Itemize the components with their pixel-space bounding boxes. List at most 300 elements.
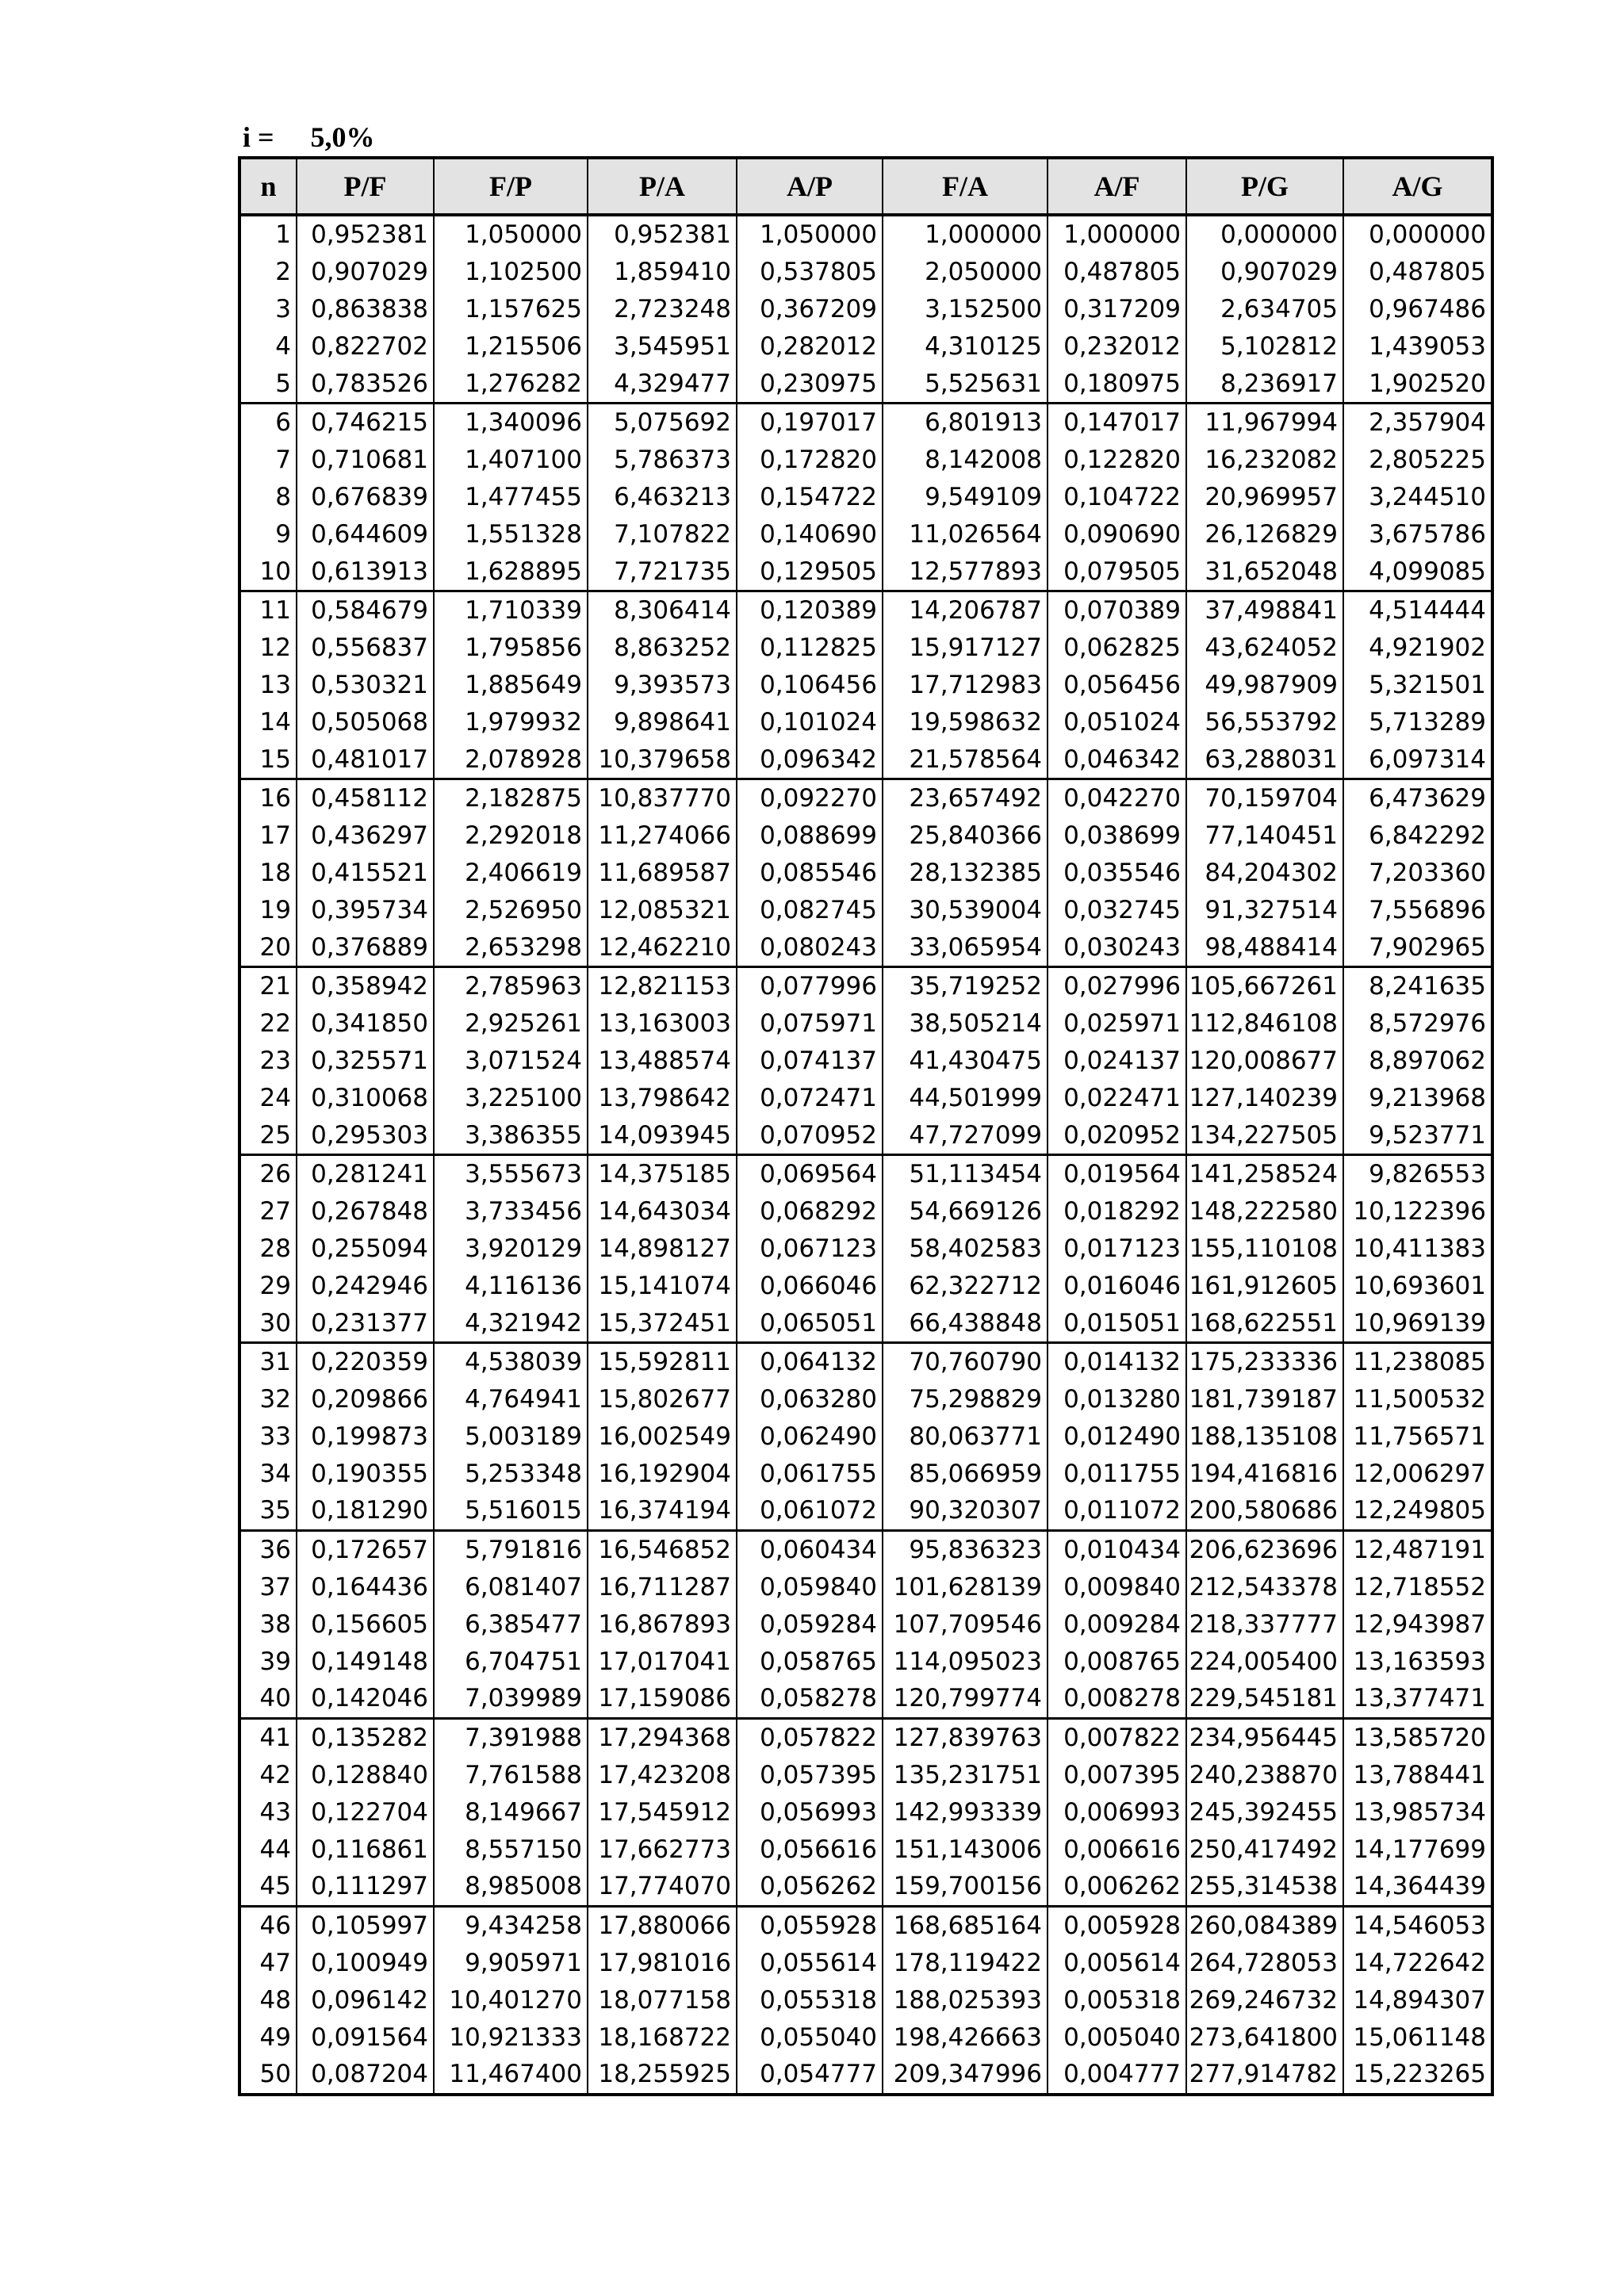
factor-cell: 2,050000 [883,254,1048,291]
factor-cell: 0,025971 [1048,1005,1186,1043]
factor-cell: 0,863838 [297,291,434,328]
factor-cell: 0,054777 [737,2056,883,2095]
table-row [239,1116,1492,1154]
table-row [239,1304,1492,1342]
factor-cell: 11,026564 [883,515,1048,553]
period-cell: 32 [239,1381,297,1418]
factor-cell: 37,498841 [1186,591,1343,629]
factor-cell: 0,317209 [1048,291,1186,328]
factor-cell: 2,526950 [434,891,588,928]
factor-cell: 12,006297 [1343,1455,1492,1492]
factor-cell: 161,912605 [1186,1267,1343,1304]
period-cell: 34 [239,1455,297,1492]
factor-cell: 0,059284 [737,1605,883,1643]
factor-cell: 12,462210 [588,928,737,966]
factor-cell: 0,100949 [297,1945,434,1982]
factor-cell: 14,364439 [1343,1868,1492,1906]
factor-cell: 28,132385 [883,855,1048,892]
factor-cell: 98,488414 [1186,928,1343,966]
factor-cell: 4,116136 [434,1267,588,1304]
factor-cell: 4,321942 [434,1304,588,1342]
factor-cell: 14,206787 [883,591,1048,629]
factor-cell: 6,842292 [1343,817,1492,855]
factor-cell: 0,009284 [1048,1605,1186,1643]
factor-cell: 5,075692 [588,403,737,441]
factor-cell: 7,039989 [434,1680,588,1718]
factor-cell: 0,018292 [1048,1193,1186,1230]
factor-cell: 70,159704 [1186,779,1343,817]
factor-cell: 0,055614 [737,1945,883,1982]
factor-cell: 0,012490 [1048,1418,1186,1456]
factor-cell: 11,756571 [1343,1418,1492,1456]
factor-cell: 4,310125 [883,327,1048,365]
table-row [239,928,1492,966]
factor-cell: 12,487191 [1343,1530,1492,1568]
period-cell: 10 [239,553,297,591]
factor-cell: 85,066959 [883,1455,1048,1492]
factor-cell: 18,168722 [588,2019,737,2056]
factor-cell: 9,898641 [588,703,737,740]
factor-cell: 234,956445 [1186,1718,1343,1756]
factor-cell: 0,038699 [1048,817,1186,855]
factor-cell: 0,172657 [297,1530,434,1568]
factor-cell: 0,079505 [1048,553,1186,591]
column-header-a-f: A/F [1048,158,1186,215]
factor-cell: 155,110108 [1186,1230,1343,1268]
factor-cell: 1,439053 [1343,327,1492,365]
factor-cell: 2,723248 [588,291,737,328]
factor-cell: 0,046342 [1048,740,1186,779]
interest-factor-table [238,156,1494,2096]
factor-cell: 141,258524 [1186,1154,1343,1192]
factor-cell: 0,056262 [737,1868,883,1906]
factor-cell: 6,385477 [434,1605,588,1643]
factor-cell: 47,727099 [883,1116,1048,1154]
factor-cell: 0,676839 [297,479,434,516]
factor-cell: 18,077158 [588,1981,737,2019]
factor-cell: 0,325571 [297,1043,434,1080]
factor-cell: 178,119422 [883,1945,1048,1982]
period-cell: 25 [239,1116,297,1154]
table-row [239,1680,1492,1718]
period-cell: 1 [239,215,297,254]
factor-cell: 13,798642 [588,1079,737,1116]
factor-cell: 200,580686 [1186,1492,1343,1530]
factor-cell: 6,097314 [1343,740,1492,779]
factor-cell: 0,005614 [1048,1945,1186,1982]
factor-cell: 21,578564 [883,740,1048,779]
factor-cell: 1,407100 [434,442,588,479]
factor-cell: 168,622551 [1186,1304,1343,1342]
factor-cell: 0,092270 [737,779,883,817]
factor-cell: 15,061148 [1343,2019,1492,2056]
factor-cell: 0,019564 [1048,1154,1186,1192]
period-cell: 23 [239,1043,297,1080]
column-header-p-g: P/G [1186,158,1343,215]
factor-cell: 198,426663 [883,2019,1048,2056]
factor-cell: 1,276282 [434,365,588,403]
factor-cell: 0,487805 [1048,254,1186,291]
factor-cell: 62,322712 [883,1267,1048,1304]
table-row [239,1193,1492,1230]
factor-cell: 8,557150 [434,1831,588,1868]
period-cell: 36 [239,1530,297,1568]
factor-cell: 255,314538 [1186,1868,1343,1906]
factor-cell: 8,241635 [1343,966,1492,1004]
period-cell: 43 [239,1793,297,1831]
column-header-f-p: F/P [434,158,588,215]
factor-cell: 43,624052 [1186,629,1343,667]
factor-cell: 0,032745 [1048,891,1186,928]
table-row [239,1757,1492,1794]
factor-cell: 12,085321 [588,891,737,928]
factor-cell: 17,017041 [588,1643,737,1680]
table-row [239,779,1492,817]
factor-cell: 15,223265 [1343,2056,1492,2095]
factor-cell: 51,113454 [883,1154,1048,1192]
factor-cell: 0,111297 [297,1868,434,1906]
factor-cell: 0,129505 [737,553,883,591]
factor-cell: 0,783526 [297,365,434,403]
factor-cell: 5,786373 [588,442,737,479]
factor-cell: 9,826553 [1343,1154,1492,1192]
table-row [239,1945,1492,1982]
factor-cell: 7,556896 [1343,891,1492,928]
factor-cell: 14,898127 [588,1230,737,1268]
factor-cell: 10,693601 [1343,1267,1492,1304]
factor-cell: 17,981016 [588,1945,737,1982]
factor-cell: 17,294368 [588,1718,737,1756]
factor-cell: 0,063280 [737,1381,883,1418]
factor-cell: 2,406619 [434,855,588,892]
factor-cell: 0,004777 [1048,2056,1186,2095]
period-cell: 17 [239,817,297,855]
factor-cell: 3,386355 [434,1116,588,1154]
factor-cell: 0,024137 [1048,1043,1186,1080]
factor-cell: 1,000000 [1048,215,1186,254]
factor-cell: 0,065051 [737,1304,883,1342]
factor-cell: 8,897062 [1343,1043,1492,1080]
table-body [239,215,1492,2095]
table-row [239,327,1492,365]
factor-cell: 0,156605 [297,1605,434,1643]
column-header-p-f: P/F [297,158,434,215]
period-cell: 39 [239,1643,297,1680]
factor-cell: 0,000000 [1343,215,1492,254]
factor-cell: 3,152500 [883,291,1048,328]
factor-cell: 2,078928 [434,740,588,779]
factor-cell: 0,035546 [1048,855,1186,892]
factor-cell: 0,341850 [297,1005,434,1043]
table-row [239,1418,1492,1456]
factor-cell: 250,417492 [1186,1831,1343,1868]
factor-cell: 13,377471 [1343,1680,1492,1718]
factor-cell: 1,859410 [588,254,737,291]
factor-cell: 14,722642 [1343,1945,1492,1982]
factor-cell: 1,215506 [434,327,588,365]
factor-cell: 0,710681 [297,442,434,479]
factor-cell: 5,253348 [434,1455,588,1492]
factor-cell: 13,788441 [1343,1757,1492,1794]
factor-cell: 0,017123 [1048,1230,1186,1268]
factor-cell: 5,713289 [1343,703,1492,740]
period-cell: 40 [239,1680,297,1718]
factor-cell: 4,538039 [434,1342,588,1380]
factor-cell: 5,525631 [883,365,1048,403]
factor-cell: 0,395734 [297,891,434,928]
factor-cell: 8,572976 [1343,1005,1492,1043]
factor-cell: 0,122704 [297,1793,434,1831]
period-cell: 33 [239,1418,297,1456]
factor-cell: 20,969957 [1186,479,1343,516]
factor-cell: 2,634705 [1186,291,1343,328]
factor-cell: 0,072471 [737,1079,883,1116]
factor-cell: 159,700156 [883,1868,1048,1906]
factor-cell: 0,007395 [1048,1757,1186,1794]
factor-cell: 44,501999 [883,1079,1048,1116]
table-row [239,365,1492,403]
factor-cell: 0,530321 [297,667,434,704]
factor-cell: 0,055040 [737,2019,883,2056]
factor-cell: 0,070389 [1048,591,1186,629]
factor-cell: 0,061755 [737,1455,883,1492]
factor-cell: 6,473629 [1343,779,1492,817]
factor-cell: 91,327514 [1186,891,1343,928]
table-row [239,1492,1492,1530]
factor-cell: 1,551328 [434,515,588,553]
factor-cell: 10,969139 [1343,1304,1492,1342]
factor-cell: 0,027996 [1048,966,1186,1004]
factor-cell: 120,799774 [883,1680,1048,1718]
factor-cell: 0,007822 [1048,1718,1186,1756]
period-cell: 41 [239,1718,297,1756]
factor-cell: 7,761588 [434,1757,588,1794]
factor-cell: 0,042270 [1048,779,1186,817]
factor-cell: 0,255094 [297,1230,434,1268]
factor-cell: 3,920129 [434,1230,588,1268]
table-row [239,817,1492,855]
period-cell: 19 [239,891,297,928]
factor-cell: 2,653298 [434,928,588,966]
factor-cell: 0,142046 [297,1680,434,1718]
table-row [239,1981,1492,2019]
factor-cell: 0,056993 [737,1793,883,1831]
factor-cell: 7,721735 [588,553,737,591]
period-cell: 4 [239,327,297,365]
factor-cell: 0,230975 [737,365,883,403]
factor-cell: 1,628895 [434,553,588,591]
table-row [239,591,1492,629]
factor-cell: 0,180975 [1048,365,1186,403]
factor-cell: 0,487805 [1343,254,1492,291]
factor-cell: 8,985008 [434,1868,588,1906]
factor-cell: 0,067123 [737,1230,883,1268]
factor-cell: 127,839763 [883,1718,1048,1756]
factor-cell: 12,821153 [588,966,737,1004]
factor-cell: 0,122820 [1048,442,1186,479]
factor-cell: 0,376889 [297,928,434,966]
factor-cell: 0,016046 [1048,1267,1186,1304]
factor-cell: 188,135108 [1186,1418,1343,1456]
factor-cell: 1,710339 [434,591,588,629]
factor-cell: 240,238870 [1186,1757,1343,1794]
factor-cell: 0,267848 [297,1193,434,1230]
factor-cell: 0,907029 [1186,254,1343,291]
period-cell: 37 [239,1569,297,1606]
period-cell: 9 [239,515,297,553]
factor-cell: 0,104722 [1048,479,1186,516]
table-row [239,1079,1492,1116]
factor-cell: 4,514444 [1343,591,1492,629]
period-cell: 26 [239,1154,297,1192]
period-cell: 13 [239,667,297,704]
factor-cell: 12,577893 [883,553,1048,591]
factor-cell: 70,760790 [883,1342,1048,1380]
factor-cell: 212,543378 [1186,1569,1343,1606]
factor-cell: 0,060434 [737,1530,883,1568]
factor-cell: 16,374194 [588,1492,737,1530]
factor-cell: 16,002549 [588,1418,737,1456]
period-cell: 8 [239,479,297,516]
factor-cell: 90,320307 [883,1492,1048,1530]
factor-cell: 77,140451 [1186,817,1343,855]
factor-cell: 15,372451 [588,1304,737,1342]
factor-cell: 0,085546 [737,855,883,892]
period-cell: 49 [239,2019,297,2056]
table-row [239,1868,1492,1906]
table-row [239,1230,1492,1268]
factor-cell: 151,143006 [883,1831,1048,1868]
factor-cell: 0,154722 [737,479,883,516]
factor-cell: 0,090690 [1048,515,1186,553]
table-row [239,703,1492,740]
factor-cell: 0,556837 [297,629,434,667]
factor-cell: 135,231751 [883,1757,1048,1794]
factor-cell: 17,880066 [588,1906,737,1944]
factor-cell: 13,163593 [1343,1643,1492,1680]
factor-cell: 0,000000 [1186,215,1343,254]
factor-cell: 0,613913 [297,553,434,591]
factor-cell: 0,295303 [297,1116,434,1154]
factor-cell: 4,329477 [588,365,737,403]
factor-cell: 5,102812 [1186,327,1343,365]
table-row [239,629,1492,667]
factor-cell: 0,006262 [1048,1868,1186,1906]
factor-cell: 101,628139 [883,1569,1048,1606]
period-cell: 2 [239,254,297,291]
factor-cell: 168,685164 [883,1906,1048,1944]
factor-cell: 63,288031 [1186,740,1343,779]
factor-cell: 10,921333 [434,2019,588,2056]
factor-cell: 33,065954 [883,928,1048,966]
factor-cell: 218,337777 [1186,1605,1343,1643]
factor-cell: 175,233336 [1186,1342,1343,1380]
factor-cell: 0,030243 [1048,928,1186,966]
factor-cell: 0,190355 [297,1455,434,1492]
table-row [239,1005,1492,1043]
factor-cell: 0,057395 [737,1757,883,1794]
factor-cell: 14,093945 [588,1116,737,1154]
period-cell: 48 [239,1981,297,2019]
factor-cell: 206,623696 [1186,1530,1343,1568]
factor-cell: 15,141074 [588,1267,737,1304]
factor-cell: 5,321501 [1343,667,1492,704]
factor-cell: 30,539004 [883,891,1048,928]
factor-cell: 14,177699 [1343,1831,1492,1868]
factor-cell: 8,149667 [434,1793,588,1831]
factor-cell: 0,080243 [737,928,883,966]
interest-rate-value: 5,0% [310,121,375,153]
factor-cell: 9,523771 [1343,1116,1492,1154]
column-header-p-a: P/A [588,158,737,215]
factor-cell: 0,011755 [1048,1455,1186,1492]
factor-cell: 25,840366 [883,817,1048,855]
factor-cell: 7,902965 [1343,928,1492,966]
table-row [239,215,1492,254]
factor-cell: 0,537805 [737,254,883,291]
table-row [239,740,1492,779]
table-row [239,1831,1492,1868]
table-row [239,403,1492,441]
factor-cell: 11,238085 [1343,1342,1492,1380]
factor-cell: 0,967486 [1343,291,1492,328]
table-row [239,2019,1492,2056]
factor-cell: 0,415521 [297,855,434,892]
factor-cell: 14,546053 [1343,1906,1492,1944]
factor-cell: 1,477455 [434,479,588,516]
factor-cell: 11,500532 [1343,1381,1492,1418]
factor-cell: 1,979932 [434,703,588,740]
factor-cell: 0,058765 [737,1643,883,1680]
factor-cell: 0,458112 [297,779,434,817]
factor-cell: 4,099085 [1343,553,1492,591]
factor-cell: 0,209866 [297,1381,434,1418]
factor-cell: 0,005040 [1048,2019,1186,2056]
factor-cell: 12,249805 [1343,1492,1492,1530]
factor-cell: 2,805225 [1343,442,1492,479]
factor-cell: 112,846108 [1186,1005,1343,1043]
factor-cell: 6,704751 [434,1643,588,1680]
factor-cell: 0,005318 [1048,1981,1186,2019]
factor-cell: 11,967994 [1186,403,1343,441]
factor-cell: 10,401270 [434,1981,588,2019]
factor-cell: 2,182875 [434,779,588,817]
factor-cell: 0,013280 [1048,1381,1186,1418]
table-row [239,1381,1492,1418]
factor-cell: 2,785963 [434,966,588,1004]
factor-cell: 10,837770 [588,779,737,817]
factor-cell: 0,077996 [737,966,883,1004]
factor-cell: 15,802677 [588,1381,737,1418]
factor-cell: 134,227505 [1186,1116,1343,1154]
factor-cell: 10,379658 [588,740,737,779]
factor-cell: 1,050000 [434,215,588,254]
factor-cell: 66,438848 [883,1304,1048,1342]
factor-cell: 2,357904 [1343,403,1492,441]
factor-cell: 0,058278 [737,1680,883,1718]
factor-cell: 0,069564 [737,1154,883,1192]
factor-cell: 3,545951 [588,327,737,365]
factor-cell: 0,008765 [1048,1643,1186,1680]
factor-cell: 3,244510 [1343,479,1492,516]
factor-cell: 0,367209 [737,291,883,328]
factor-cell: 0,481017 [297,740,434,779]
factor-cell: 3,675786 [1343,515,1492,553]
factor-cell: 0,135282 [297,1718,434,1756]
factor-cell: 209,347996 [883,2056,1048,2095]
factor-cell: 0,055928 [737,1906,883,1944]
period-cell: 27 [239,1193,297,1230]
